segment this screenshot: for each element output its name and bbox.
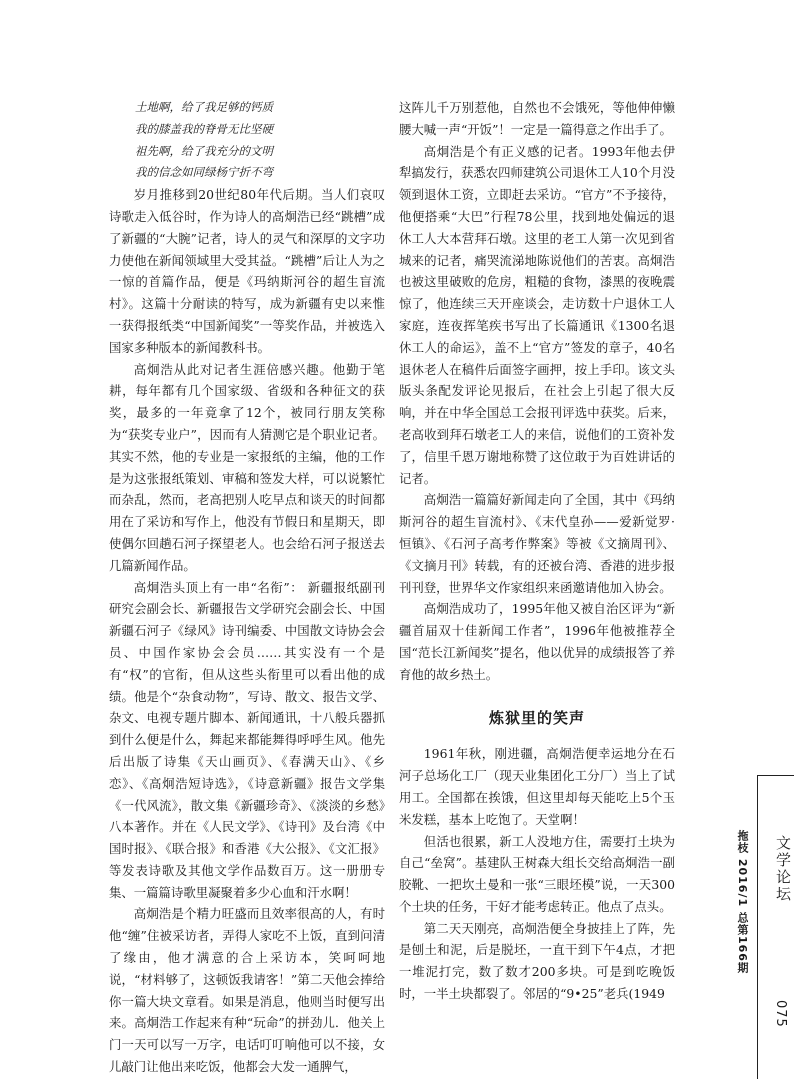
paragraph: 高炯浩是个有正义感的记者。1993年他去伊犁搞发行，获悉农四师建筑公司退休工人10个月没领到退休工资，立即赶去采访。“官方”不予接待，他便搭乘“大巴”行程78公里，找到地处偏远的退休工人大本营拜石墩。这里的老工人第一次见到省城来的记者，痛哭流涕地陈说他们的苦衷。高炯浩也被这里破败的危房，粗糙的食物，漆黑的夜晚震惊了，他连续三天开座谈会，走访数十户退休工人家庭，连夜挥笔疾书写出了长篇通讯《1300名退休工人的命运》，盖不上“官方”签发的章子，40名退休老人在稿件后面签字画押，按上手印。该文头版头条配发评论见报后，在社会上引起了很大反响，并在中华全国总工会报刊评选中获奖。后来，老高收到拜石墩老工人的来信，说他们的工资补发了，信里千恩万谢地称赞了这位敢于为百姓讲话的记者。 [399,143,675,486]
paragraph: 这阵儿千万别惹他，自然也不会饿死，等他伸伸懒腰大喊一声“开饭”！一定是一篇得意之作出手了。 [399,100,675,137]
poem-line: 我的信念如同绿杨宁折不弯 [135,165,273,180]
poem-line: 我的膝盖我的脊骨无比坚硬 [135,121,273,136]
left-column [109,97,385,1078]
sidebar-frame [757,775,794,1079]
paragraph: 但活也很累，新工人没地方住，需要打土块为自己“垒窝”。基建队王树森大组长交给高炯浩一副胶靴、一把坎土曼和一张“三眼坯模”说，一天300个土块的任务，干好才能考虑转正。他点了点头。 [399,833,675,914]
paragraph: 高炯浩成功了，1995年他又被自治区评为“新疆首届双十佳新闻工作者”，1996年他被推荐全国“范长江新闻奖”提名，他以优异的成绩报答了养育他的故乡热土。 [399,601,675,682]
paragraph: 高炯浩从此对记者生涯倍感兴趣。他勤于笔耕，每年都有几个国家级、省级和各种征文的获奖，最多的一年竟拿了12个，被同行朋友笑称为“获奖专业户”，因而有人猜测它是个职业记者。其实不然，他的专业是一家报纸的主编，他的工作是为这张报纸策划、审稿和签发大样，可以说繁忙而杂乱，然而，老高把别人吃早点和谈天的时间都用在了采访和写作上，他没有节假日和星期天，即使偶尔回趟石河子探望老人。也会给石河子报送去几篇新闻作品。 [109,361,385,573]
paragraph: 1961年秋，刚进疆，高炯浩便幸运地分在石河子总场化工厂（现天业集团化工分厂）当上了试用工。全国都在挨饿，但这里却每天能吃上5个玉米发糕，基本上吃饱了。天堂啊！ [399,746,675,827]
paragraph: 岁月推移到20世纪80年代后期。当人们哀叹诗歌走入低谷时，作为诗人的高炯浩已经“跳槽”成了新疆的“大腕”记者，诗人的灵气和深厚的文字功力使他在新闻领域里大受其益。“跳槽”后让人为之一惊的首篇作品，便是《玛纳斯河谷的超生盲流村》。这篇十分耐读的特写，成为新疆有史以来惟一获得报纸类“中国新闻奖”一等奖作品，并被选入国家多种版本的新闻教科书。 [109,187,385,355]
paragraph: 第二天天刚亮，高炯浩便全身披挂上了阵，先是刨土和泥，后是脱坯，一直干到下午4点，才把一堆泥打完，数了数才200多块。可是到吃晚饭时，一半土块都裂了。邻居的“9•25”老兵(1949 [399,920,675,1002]
page-number: 075 [773,1000,788,1028]
paragraph: 高炯浩一篇篇好新闻走向了全国，其中《玛纳斯河谷的超生盲流村》、《末代皇孙——爱新觉罗·恒镇》、《石河子高考作弊案》等被《文摘周刊》、《文摘月刊》转载，有的还被台湾、香港的进步报刊刊登，世界华文作家组织来函邀请他加入协会。 [399,492,675,595]
paragraph: 高炯浩是个精力旺盛而且效率很高的人，有时他“缠”住被采访者，弄得人家吃不上饭，直到问清了缘由，他才满意的合上采访本，笑呵呵地说，“材料够了，这顿饭我请客！”第二天他会捧给你一篇大块文章看。如果是消息，他则当时便写出来。高炯浩工作起来有种“玩命”的拼劲儿．他关上门一天可以写一万字，电话叮叮响他可以不接，女儿敲门让他出来吃饭，他都会大发一通脾气， [109,906,385,1075]
right-column [399,97,675,1005]
section-title: 炼狱里的笑声 [488,708,585,727]
poem-line: 祖先啊，给了我充分的文明 [135,143,273,158]
issue-info: 拖枝 2016/1 总第166期 [736,830,749,974]
poem [109,97,385,184]
column-label: 文学论坛 [774,835,792,903]
poem-line: 土地啊，给了我足够的钙质 [135,100,273,114]
paragraph: 高炯浩头顶上有一串“名衔”： 新疆报纸副刊研究会副会长、新疆报告文学研究会副会长、中国新疆石河子《绿风》诗刊编委、中国散文诗协会会员、中国作家协会会员……其实没有一个是有“权”的官衔，但从这些头衔里可以看出他的成绩。他是个“杂食动物”，写诗、散文、报告文学、杂文、电视专题片脚本、新闻通讯，十八般兵器抓到什么便是什么，舞起来都能舞得呼呼生风。他先后出版了诗集《天山画页》、《春满天山》、《乡恋》、《高炯浩短诗选》，《诗意新疆》报告文学集《一代风流》，散文集《新疆珍奇》、《淡淡的乡愁》八本著作。并在《人民文学》、《诗刊》及台湾《中国时报》、《联合报》和香港《大公报》、《文汇报》等发表诗歌及其他文学作品数百万。这一册册专集、一篇篇诗歌里凝聚着多少心血和汗水啊！ [109,579,385,900]
